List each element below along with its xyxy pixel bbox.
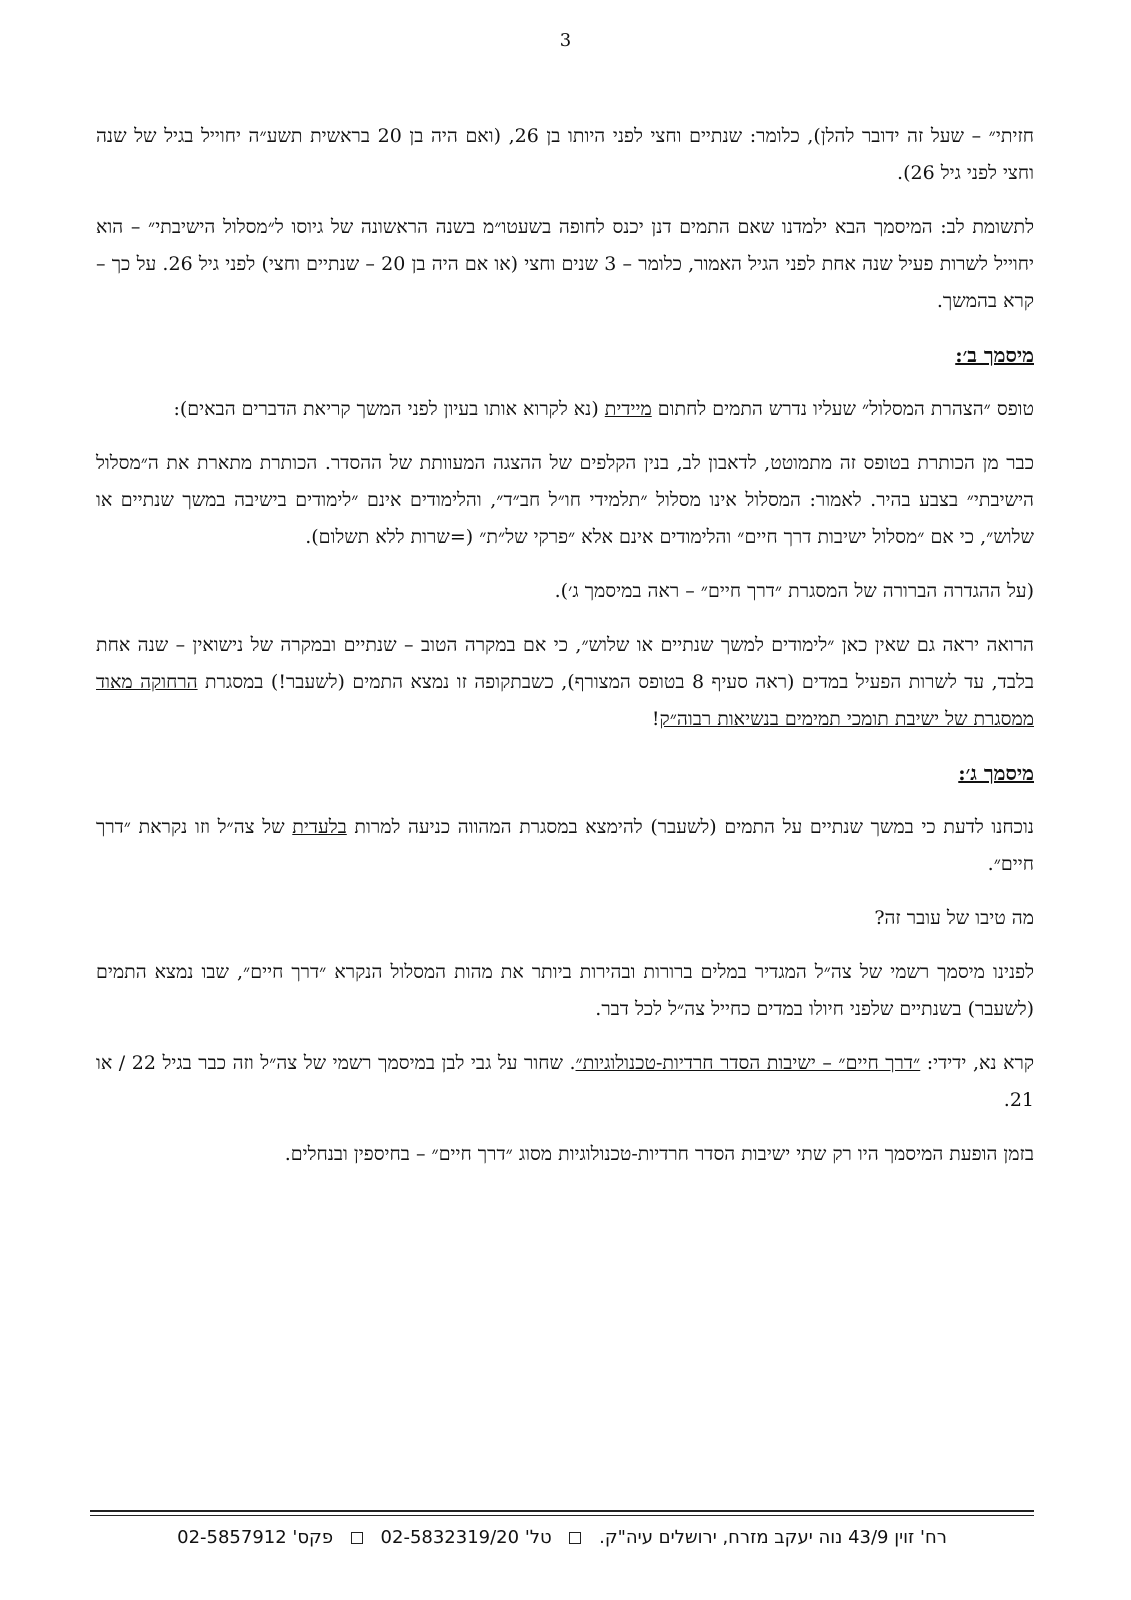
section-heading-g: מיסמך ג׳: <box>958 761 1034 785</box>
text-run: קרא נא, ידידי: <box>920 1052 1034 1074</box>
paragraph: לפנינו מיסמך רשמי של צה״ל המגדיר במלים ברורות ובהירות ביותר את מהות המסלול הנקרא ״דרך חיים״, שבו נמצא התמים (לשעבר) בשנתיים שלפני חיולו במדים כחייל צה״ל לכל דבר. <box>96 961 1034 1020</box>
paragraph <box>96 809 1034 883</box>
footer-divider <box>90 1510 1034 1516</box>
paragraph: בזמן הופעת המיסמך היו רק שתי ישיבות הסדר חרדיות-טכנולוגיות מסוג ״דרך חיים״ – בחיספין ובנחלים. <box>284 1143 1034 1165</box>
underlined-text: ״דרך חיים״ – ישיבות הסדר חרדיות-טכנולוגיות״ <box>575 1052 921 1074</box>
page-number: 3 <box>559 30 572 51</box>
footer-fax: פקס' 02-5857912 <box>177 1527 334 1548</box>
paragraph: כבר מן הכותרת בטופס זה מתמוטט, לדאבון לב, בנין הקלפים של ההצגה המעוותת של ההסדר. הכותרת מתארת את ה״מסלול הישיבתי״ בצבע בהיר. לאמור: המסלול אינו מסלול ״תלמידי חו״ל חב״ד״, והלימודים אינם ״לימודים בישיבה במשך שנתיים או שלוש״, כי אם ״מסלול ישיבות דרך חיים״ והלימודים אינם אלא ״פרקי של״ת״ (=שרות ללא תשלום). <box>96 452 1034 548</box>
footer-phone: טל' 02-5832319/20 <box>380 1527 552 1548</box>
paragraph: מה טיבו של עובר זה? <box>874 907 1034 929</box>
text-run: הרואה יראה גם שאין כאן ״לימודים למשך שנתיים או שלוש״, כי אם במקרה הטוב – שנתיים ובמקרה של נישואין – שנה אחת בלבד, עד לשרות הפעיל במדים (ראה סעיף 8 בטופס המצורף), כשבתקופה זו נמצא התמים (לשעבר!) במסגרת <box>96 634 1035 693</box>
document-body <box>96 118 1034 1190</box>
section-heading-b: מיסמך ב׳: <box>955 343 1034 367</box>
underlined-text: בלעדית <box>292 816 347 838</box>
footer-address: רח' זוין 43/9 נוה יעקב מזרח, ירושלים עיה"ק. <box>599 1527 947 1548</box>
paragraph: (על ההגדרה הברורה של המסגרת ״דרך חיים״ – ראה במיסמך ג׳). <box>554 580 1034 602</box>
underlined-text: מיידית <box>604 398 652 420</box>
underlined-text: הרחוקה מאוד ממסגרת של ישיבת תומכי תמימים בנשיאות רבוה״ק <box>96 671 1034 730</box>
text-run: טופס ״הצהרת המסלול״ שעליו נדרש התמים לחתום <box>651 398 1034 420</box>
footer <box>90 1527 1034 1548</box>
paragraph <box>96 1045 1034 1119</box>
text-run: נוכחנו לדעת כי במשך שנתיים על התמים (לשעבר) להימצא במסגרת המהווה כניעה למרות <box>346 816 1034 838</box>
paragraph: לתשומת לב: המיסמך הבא ילמדנו שאם התמים דנן יכנס לחופה בשעטו״מ בשנה הראשונה של גיוסו ל״מסלול הישיבתי״ – הוא יחוייל לשרות פעיל שנה אחת לפני הגיל האמור, כלומר – 3 שנים וחצי (או אם היה בן 20 – שנתיים וחצי) לפני גיל 26. על כך – קרא בהמשך. <box>96 216 1035 312</box>
square-bullet-icon <box>351 1532 363 1544</box>
square-bullet-icon <box>569 1532 581 1544</box>
paragraph <box>96 627 1034 738</box>
paragraph <box>96 391 1034 428</box>
text-run: של צה״ל וזו נקראת ״דרך חיים״. <box>96 816 1034 875</box>
text-run: . שחור על גבי לבן במיסמך רשמי של צה״ל וזה כבר בגיל 22 / או 21. <box>96 1052 1034 1111</box>
text-run: (נא לקרוא אותו בעיון לפני המשך קריאת הדברים הבאים): <box>173 398 605 420</box>
paragraph: חזיתי״ – שעל זה ידובר להלן), כלומר: שנתיים וחצי לפני היותו בן 26, (ואם היה בן 20 בראשית תשע״ה יחוייל בגיל של שנה וחצי לפני גיל 26). <box>96 125 1034 184</box>
text-run: ! <box>651 708 660 730</box>
